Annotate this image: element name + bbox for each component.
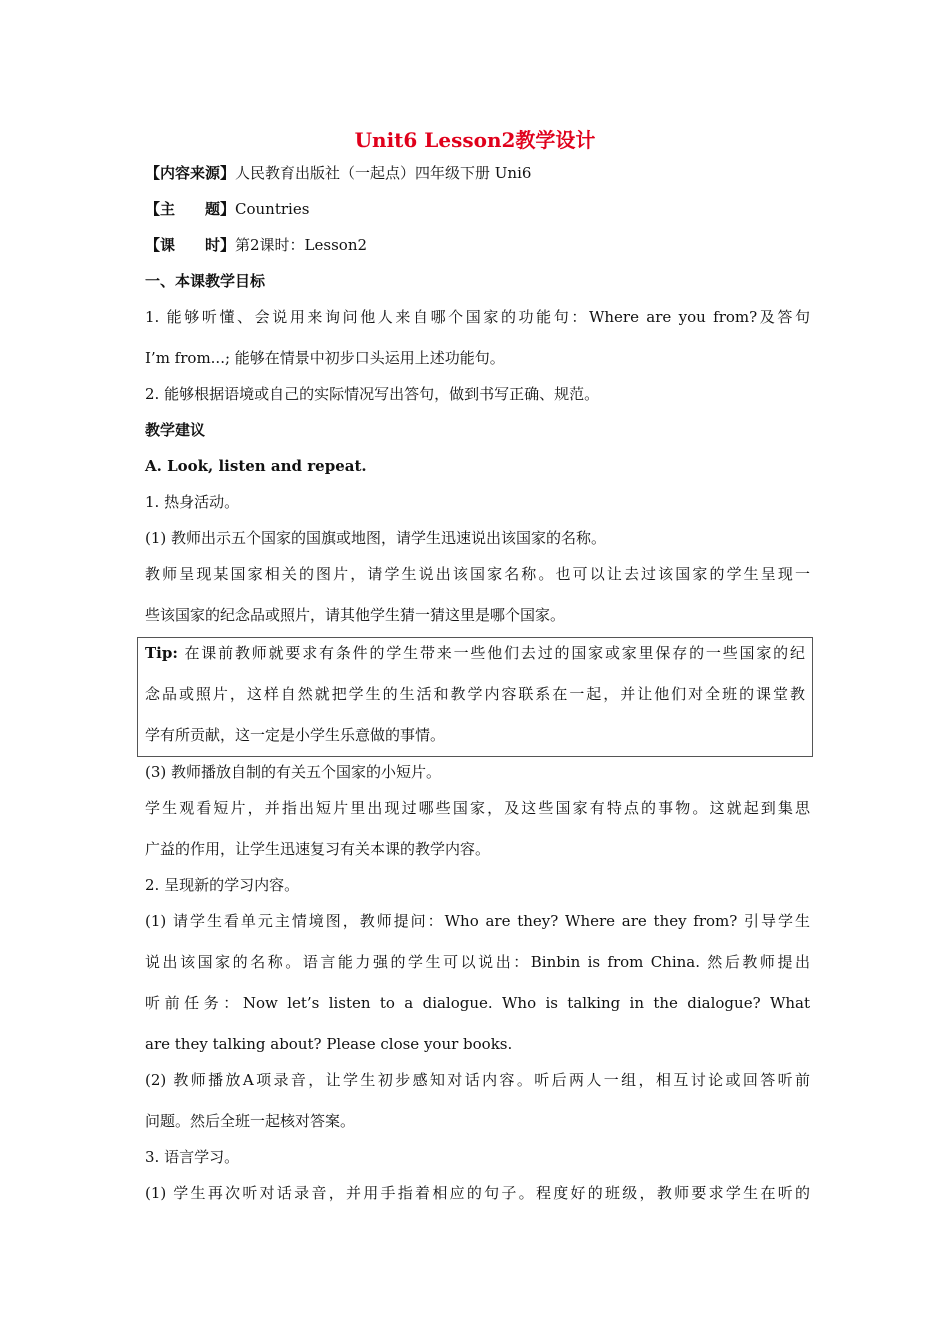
paragraph-4-line-2: 广益的作用，让学生迅速复习有关本课的教学内容。 — [145, 840, 491, 858]
paragraph-4-line-1: 学生观看短片，并指出短片里出现过哪些国家，及这些国家有特点的事物。这就起到集思 — [145, 799, 810, 817]
step-1: 1. 热身活动。 — [145, 493, 240, 511]
paragraph-2-line-2: 些该国家的纪念品或照片，请其他学生猜一猜这里是哪个国家。 — [145, 606, 566, 624]
tip-line-3: 学有所贡献，这一定是小学生乐意做的事情。 — [145, 726, 446, 744]
tip-label: Tip: — [145, 644, 178, 662]
meta-source-label: 【内容来源】 — [145, 164, 236, 182]
paragraph-1: (1) 教师出示五个国家的国旗或地图，请学生迅速说出该国家的名称。 — [145, 529, 607, 547]
meta-topic-value: Countries — [235, 200, 310, 218]
part-a-heading: A. Look, listen and repeat. — [145, 457, 367, 475]
paragraph-2-line-1: 教师呈现某国家相关的图片，请学生说出该国家名称。也可以让去过该国家的学生呈现一 — [145, 565, 810, 583]
paragraph-7-line-1: (1) 学生再次听对话录音，并用手指着相应的句子。程度好的班级，教师要求学生在听的 — [145, 1184, 810, 1202]
paragraph-6-line-2: 问题。然后全班一起核对答案。 — [145, 1112, 356, 1130]
paragraph-3: (3) 教师播放自制的有关五个国家的小短片。 — [145, 763, 442, 781]
paragraph-5-line-3: 听前任务：Now let’s listen to a dialogue. Who is talking in the dialogue? What — [145, 994, 810, 1012]
tip-text-1: 在课前教师就要求有条件的学生带来一些他们去过的国家或家里保存的一些国家的纪 — [177, 644, 805, 662]
section-heading-suggestions: 教学建议 — [145, 421, 206, 439]
tip-box — [137, 637, 813, 757]
tip-line-1 — [145, 643, 805, 663]
meta-period-label: 【课 时】 — [145, 236, 236, 254]
goal-1-line-1: 1. 能够听懂、会说用来询问他人来自哪个国家的功能句：Where are you from?及答句 — [145, 308, 810, 326]
document-title: Unit6 Lesson2教学设计 — [354, 128, 596, 152]
meta-source — [145, 163, 810, 183]
paragraph-6-line-1: (2) 教师播放A项录音，让学生初步感知对话内容。听后两人一组，相互讨论或回答听前 — [145, 1071, 810, 1089]
meta-topic — [145, 199, 810, 219]
goal-2: 2. 能够根据语境或自己的实际情况写出答句，做到书写正确、规范。 — [145, 385, 600, 403]
section-heading-goals: 一、本课教学目标 — [145, 272, 266, 290]
paragraph-5-line-2: 说出该国家的名称。语言能力强的学生可以说出：Binbin is from China. 然后教师提出 — [145, 953, 810, 971]
paragraph-5-line-1: (1) 请学生看单元主情境图，教师提问：Who are they? Where are they from? 引导学生 — [145, 912, 810, 930]
paragraph-5-line-4: are they talking about? Please close your books. — [145, 1035, 513, 1053]
step-2: 2. 呈现新的学习内容。 — [145, 876, 300, 894]
meta-period-value: 第2课时：Lesson2 — [235, 236, 368, 254]
step-3: 3. 语言学习。 — [145, 1148, 240, 1166]
tip-line-2: 念品或照片，这样自然就把学生的生活和教学内容联系在一起，并让他们对全班的课堂教 — [145, 685, 805, 703]
meta-topic-label: 【主 题】 — [145, 200, 236, 218]
meta-period — [145, 235, 810, 255]
meta-source-value: 人民教育出版社（一起点）四年级下册 Uni6 — [235, 164, 532, 182]
goal-1-line-2: I’m from...; 能够在情景中初步口头运用上述功能句。 — [145, 349, 505, 367]
